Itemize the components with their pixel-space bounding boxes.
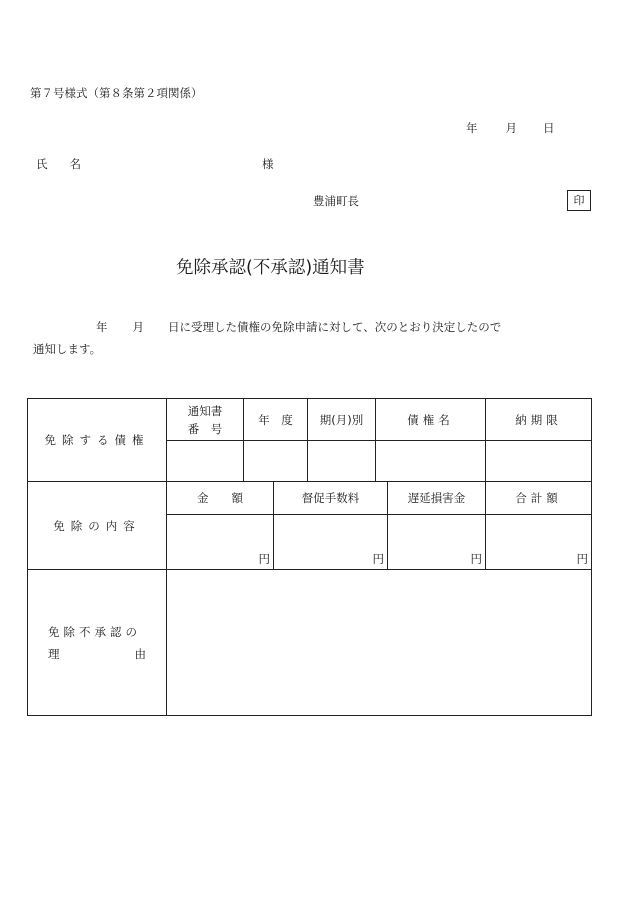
yen-unit: 円 bbox=[372, 552, 384, 566]
col-claim-name: 債権名 bbox=[376, 399, 486, 441]
section-reason-label bbox=[28, 570, 167, 716]
body-year-label: 年 bbox=[96, 320, 108, 334]
recipient-honorific: 様 bbox=[262, 157, 274, 171]
col-reminder-fee: 督促手数料 bbox=[274, 482, 388, 515]
col-notice-number-line1: 通知書 bbox=[187, 403, 223, 418]
cell-reason[interactable] bbox=[167, 570, 592, 716]
cell-due-date[interactable] bbox=[486, 441, 592, 482]
col-notice-number bbox=[167, 399, 244, 441]
recipient-name-label: 氏名 bbox=[36, 157, 103, 171]
col-period: 期(月)別 bbox=[308, 399, 376, 441]
reason-label-line1: 免除不承認の bbox=[48, 624, 141, 639]
exemption-form-table bbox=[27, 398, 592, 716]
reason-label-ri: 理 bbox=[48, 646, 60, 661]
form-number: 第７号様式（第８条第２項関係） bbox=[30, 86, 203, 100]
col-fiscal-year: 年 度 bbox=[244, 399, 308, 441]
yen-unit: 円 bbox=[258, 552, 270, 566]
col-due-date: 納期限 bbox=[486, 399, 592, 441]
cell-claim-name[interactable] bbox=[376, 441, 486, 482]
cell-total[interactable] bbox=[486, 515, 592, 570]
col-notice-number-line2: 番 号 bbox=[187, 421, 223, 436]
reason-label-yu: 由 bbox=[134, 646, 146, 661]
col-amount: 金 額 bbox=[167, 482, 274, 515]
reason-label-line2 bbox=[48, 643, 146, 665]
section-content-label: 免除の内容 bbox=[28, 482, 167, 570]
date-day-label: 日 bbox=[543, 121, 555, 135]
body-month-label: 月 bbox=[132, 320, 144, 334]
document-title: 免除承認(不承認)通知書 bbox=[176, 258, 365, 278]
cell-period[interactable] bbox=[308, 441, 376, 482]
date-year-label: 年 bbox=[466, 121, 478, 135]
cell-late-damages[interactable] bbox=[388, 515, 486, 570]
yen-unit: 円 bbox=[470, 552, 482, 566]
col-total: 合計額 bbox=[486, 482, 592, 515]
section-claims-label: 免除する債権 bbox=[28, 399, 167, 482]
col-late-damages: 遅延損害金 bbox=[388, 482, 486, 515]
cell-notice-number[interactable] bbox=[167, 441, 244, 482]
cell-reminder-fee[interactable] bbox=[274, 515, 388, 570]
date-line bbox=[466, 121, 555, 135]
body-line-1-text: 日に受理した債権の免除申請に対して、次のとおり決定したので bbox=[168, 320, 502, 334]
issuer-name: 豊浦町長 bbox=[313, 194, 359, 208]
date-month-label: 月 bbox=[505, 121, 517, 135]
cell-amount[interactable] bbox=[167, 515, 274, 570]
yen-unit: 円 bbox=[576, 552, 588, 566]
cell-fiscal-year[interactable] bbox=[244, 441, 308, 482]
seal-box: 印 bbox=[567, 190, 591, 211]
body-line-1 bbox=[96, 320, 501, 334]
body-line-2: 通知します。 bbox=[33, 342, 102, 356]
